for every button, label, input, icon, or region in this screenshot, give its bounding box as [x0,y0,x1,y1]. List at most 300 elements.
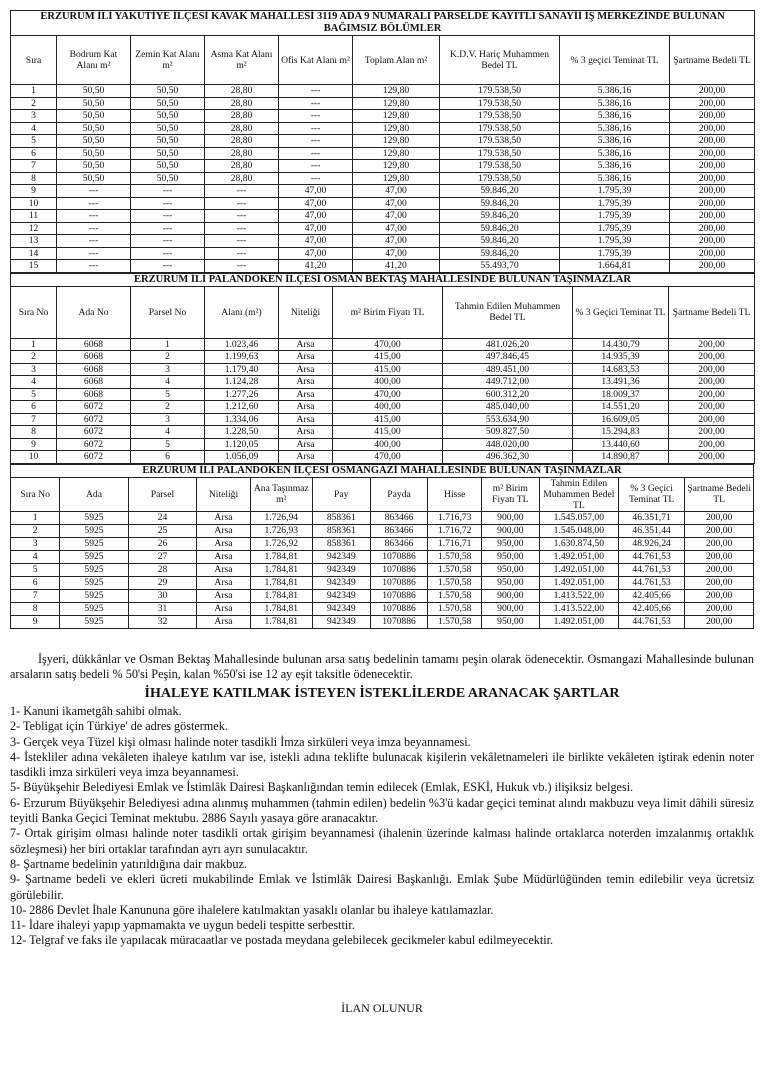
table-cell: 6072 [57,413,131,426]
table-cell: 1.413.522,00 [539,589,618,602]
table-cell: 449.712,00 [443,376,573,389]
table-row [11,210,755,223]
table-cell: 5.386,16 [560,97,670,110]
table-cell: --- [279,122,353,135]
table-cell: 30 [128,589,197,602]
tables-block [10,10,754,629]
table-cell: 415,00 [333,363,443,376]
column-header: Şartname Bedeli TL [685,477,754,511]
table-cell: 485.040,00 [443,401,573,414]
table-cell: 5 [131,438,205,451]
table-cell: 15.294,83 [573,426,669,439]
table-cell: --- [131,235,205,248]
table-cell: 1.716,71 [428,537,482,550]
table-cell: 200,00 [670,85,755,98]
table-cell: --- [279,160,353,173]
table-cell: 200,00 [670,247,755,260]
table-cell: 1070886 [370,563,428,576]
table-row [11,576,754,589]
table-cell: 200,00 [685,550,754,563]
table-cell: 415,00 [333,413,443,426]
table-cell: 47,00 [353,210,440,223]
table-cell: --- [131,247,205,260]
table-cell: 12 [11,222,57,235]
table-cell: 44.761,53 [618,563,684,576]
table-cell: 179.538,50 [440,172,560,185]
table-cell: 489.451,00 [443,363,573,376]
table-cell: 1.492.051,00 [539,576,618,589]
column-header: Hisse [428,477,482,511]
table-cell: Arsa [197,602,251,615]
table-cell: 50,50 [131,172,205,185]
table-cell: 6 [11,576,60,589]
table-cell: --- [57,247,131,260]
table-row [11,160,755,173]
condition-item: 9- Şartname bedeli ve ekleri ücreti mukabilinde Emlak ve İstimlâk Dairesi Başkanlığı. Emlak Şube Müdürlüğünden temin edilebilir veya ücretsiz görülebilir. [10,872,754,902]
table-cell: 942349 [312,602,370,615]
table-cell: 129,80 [353,172,440,185]
table-cell: 3 [131,413,205,426]
table-cell: 1.630.874,50 [539,537,618,550]
table-cell: 13.491,36 [573,376,669,389]
table-cell: 8 [11,602,60,615]
table-cell: 28,80 [205,97,279,110]
table-cell: Arsa [279,413,333,426]
table-cell: 41,20 [279,260,353,273]
column-header: Bodrum Kat Alanı m² [57,36,131,85]
table-cell: 497.846,45 [443,351,573,364]
table-cell: 900,00 [481,602,539,615]
table-cell: 7 [11,589,60,602]
column-header: Tahmin Edilen Muhammen Bedel TL [539,477,618,511]
table-cell: 470,00 [333,338,443,351]
table-cell: 863466 [370,524,428,537]
table-cell: 6068 [57,363,131,376]
table-cell: 1.716,73 [428,511,482,524]
column-header: Ada [60,477,129,511]
column-header: m² Birim Fiyatı TL [481,477,539,511]
table-row [11,438,755,451]
table-cell: 8 [11,426,57,439]
table-cell: 5925 [60,602,129,615]
table-row [11,413,755,426]
announcement-footer: İLAN OLUNUR [341,1001,423,1015]
table-cell: 179.538,50 [440,110,560,123]
table-cell: 4 [11,376,57,389]
column-header: Sıra [11,36,57,85]
table-cell: 200,00 [685,511,754,524]
table-cell: 200,00 [670,197,755,210]
table-cell: Arsa [197,563,251,576]
table-cell: 6068 [57,351,131,364]
table-cell: 600.312,20 [443,388,573,401]
table-cell: 28,80 [205,160,279,173]
table-cell: 200,00 [670,260,755,273]
column-header: % 3 Geçici Teminat TL [618,477,684,511]
table-cell: 5 [11,563,60,576]
table-cell: 200,00 [685,602,754,615]
table-cell: 1070886 [370,589,428,602]
table-cell: Arsa [197,615,251,628]
table-title: ERZURUM İLİ PALANDÖKEN İLÇESİ OSMAN BEKTAŞ MAHALLESİNDE BULUNAN TAŞINMAZLAR [11,273,755,286]
table-cell: 1.784,81 [250,615,312,628]
payment-note: İşyeri, dükkânlar ve Osman Bektaş Mahallesinde bulunan arsa satış bedelinin tamamı peşin olarak ödenecektir. Osmangazi Mahallesinde bulunan arsaların satış bedeli % 50'si Peşin, kalan %50'si ise 12 ay eşit taksitle ödenecektir. [10,652,754,682]
table-cell: 1.492.051,00 [539,563,618,576]
column-header: Niteliği [279,286,333,338]
table-cell: 50,50 [57,97,131,110]
table-cell: 5925 [60,550,129,563]
table-cell: 48.926,24 [618,537,684,550]
table-cell: 1.570,58 [428,550,482,563]
table-cell: 1.124,28 [205,376,279,389]
table-cell: 26 [128,537,197,550]
table-cell: 6072 [57,438,131,451]
table-cell: 47,00 [279,197,353,210]
table-cell: --- [131,222,205,235]
table-cell: 129,80 [353,135,440,148]
table-cell: 6 [11,401,57,414]
table-cell: --- [279,97,353,110]
condition-item: 3- Gerçek veya Tüzel kişi olması halinde noter tasdikli İmza sirküleri veya imza beyannamesi. [10,734,471,749]
table-cell: 6072 [57,451,131,464]
table-cell: 10 [11,451,57,464]
column-header: Niteliği [197,477,251,511]
table-cell: 200,00 [669,351,755,364]
table-cell: 50,50 [57,85,131,98]
table-cell: 28,80 [205,122,279,135]
table-row [11,451,755,464]
table-cell: Arsa [197,537,251,550]
column-header: Şartname Bedeli TL [670,36,755,85]
table-cell: --- [57,197,131,210]
table-cell: 18.009,37 [573,388,669,401]
table-cell: 1.545.048,00 [539,524,618,537]
table-cell: Arsa [197,550,251,563]
table-cell: 1.179,40 [205,363,279,376]
table-cell: 2 [11,351,57,364]
table-cell: 6072 [57,426,131,439]
table-cell: --- [57,235,131,248]
table-row [11,351,755,364]
table-cell: --- [205,247,279,260]
table-cell: 200,00 [670,210,755,223]
condition-item: 2- Tebligat için Türkiye' de adres göstermek. [10,719,228,734]
table-cell: 14 [11,247,57,260]
condition-item: 12- Telgraf ve faks ile yapılacak müracaatlar ve postada meydana gelebilecek gecikmeler kabul edilmeyecektir. [10,933,554,948]
table-cell: 553.634,90 [443,413,573,426]
table-cell: 179.538,50 [440,160,560,173]
table-cell: 1070886 [370,576,428,589]
table-cell: 1.716,72 [428,524,482,537]
table-cell: Arsa [279,438,333,451]
table-cell: 47,00 [353,197,440,210]
table-osmangazi [10,464,754,629]
table-cell: 14.683,53 [573,363,669,376]
table-cell: 200,00 [685,589,754,602]
table-cell: 44.761,53 [618,576,684,589]
table-cell: 24 [128,511,197,524]
column-header: Payda [370,477,428,511]
table-cell: 3 [11,110,57,123]
table-cell: 29 [128,576,197,589]
table-cell: 1 [131,338,205,351]
table-cell: 950,00 [481,576,539,589]
table-cell: 42.405,66 [618,602,684,615]
column-header: Ada No [57,286,131,338]
table-cell: 1070886 [370,550,428,563]
table-cell: 59.846,20 [440,197,560,210]
table-cell: 200,00 [669,338,755,351]
table-cell: 50,50 [57,110,131,123]
table-cell: 200,00 [669,388,755,401]
table-row [11,589,754,602]
table-cell: 200,00 [670,172,755,185]
condition-item: 11- İdare ihaleyi yapıp yapmamakta ve uygun bedeli tespitte serbesttir. [10,918,355,933]
column-header: K.D.V. Hariç Muhammen Bedel TL [440,36,560,85]
table-cell: 7 [11,160,57,173]
column-header: % 3 geçici Teminat TL [560,36,670,85]
column-header: Sıra No [11,477,60,511]
table-cell: 1.492.051,00 [539,615,618,628]
column-header: Asma Kat Alanı m² [205,36,279,85]
table-cell: 2 [131,401,205,414]
table-cell: 47,00 [279,185,353,198]
table-cell: 44.761,53 [618,550,684,563]
table-cell: 28,80 [205,147,279,160]
table-cell: 1.795,39 [560,197,670,210]
table-cell: 858361 [312,524,370,537]
table-cell: --- [205,185,279,198]
table-cell: 13 [11,235,57,248]
table-cell: Arsa [197,576,251,589]
table-cell: 470,00 [333,388,443,401]
table-cell: 47,00 [353,222,440,235]
table-cell: 1.199,63 [205,351,279,364]
table-cell: 4 [11,122,57,135]
table-cell: 200,00 [670,135,755,148]
table-cell: 5.386,16 [560,85,670,98]
table-row [11,197,755,210]
table-cell: 6068 [57,376,131,389]
table-row [11,524,754,537]
table-cell: 200,00 [670,160,755,173]
table-cell: 50,50 [57,122,131,135]
table-cell: 858361 [312,511,370,524]
table-cell: 129,80 [353,85,440,98]
table-cell: 46.351,44 [618,524,684,537]
table-cell: 200,00 [669,413,755,426]
table-cell: 200,00 [669,426,755,439]
table-cell: 1.570,58 [428,589,482,602]
table-cell: 5.386,16 [560,135,670,148]
table-cell: 942349 [312,563,370,576]
column-header: Parsel [128,477,197,511]
table-cell: 6068 [57,338,131,351]
table-cell: 200,00 [669,451,755,464]
column-header: Ofis Kat Alanı m² [279,36,353,85]
table-cell: 1 [11,338,57,351]
table-cell: 2 [11,97,57,110]
table-cell: 900,00 [481,524,539,537]
table-cell: 4 [131,376,205,389]
table-cell: 1.212,60 [205,401,279,414]
table-cell: 5925 [60,511,129,524]
table-cell: 5 [11,135,57,148]
table-cell: 5925 [60,589,129,602]
table-cell: 200,00 [685,524,754,537]
table-cell: 900,00 [481,511,539,524]
table-cell: 59.846,20 [440,235,560,248]
table-cell: 59.846,20 [440,222,560,235]
table-cell: 6072 [57,401,131,414]
table-cell: 5925 [60,576,129,589]
table-cell: --- [279,85,353,98]
table-cell: 47,00 [279,222,353,235]
table-row [11,388,755,401]
table-cell: 50,50 [57,147,131,160]
table-cell: 14.935,39 [573,351,669,364]
table-row [11,147,755,160]
table-cell: --- [279,135,353,148]
table-cell: 950,00 [481,550,539,563]
table-cell: 47,00 [353,247,440,260]
table-cell: 200,00 [685,615,754,628]
column-header: m² Birim Fiyatı TL [333,286,443,338]
table-cell: 5.386,16 [560,110,670,123]
table-row [11,85,755,98]
table-cell: Arsa [279,376,333,389]
table-cell: 59.846,20 [440,210,560,223]
table-cell: 1070886 [370,615,428,628]
table-cell: --- [131,185,205,198]
table-cell: 200,00 [670,110,755,123]
table-cell: 200,00 [670,185,755,198]
table-cell: 1.784,81 [250,550,312,563]
table-cell: 942349 [312,550,370,563]
table-cell: 7 [11,413,57,426]
table-cell: 400,00 [333,376,443,389]
table-cell: 415,00 [333,426,443,439]
table-cell: 509.827,50 [443,426,573,439]
column-header: Sıra No [11,286,57,338]
table-cell: 47,00 [279,235,353,248]
table-cell: 858361 [312,537,370,550]
table-row [11,222,755,235]
table-cell: 11 [11,210,57,223]
table-cell: 44.761,53 [618,615,684,628]
column-header: Pay [312,477,370,511]
table-row [11,260,755,273]
table-cell: 28,80 [205,85,279,98]
table-cell: 1.795,39 [560,247,670,260]
column-header: Parsel No [131,286,205,338]
table-cell: --- [131,210,205,223]
table-row [11,602,754,615]
table-cell: Arsa [197,589,251,602]
table-cell: 179.538,50 [440,135,560,148]
table-cell: 5.386,16 [560,160,670,173]
table-cell: 47,00 [353,185,440,198]
condition-item: 4- İstekliler adına vekâleten ihaleye katılım var ise, istekli adına teklifte bulunacak kişilerin vekâletnameleri ile birlikte vekâleten iştirak edenin noter tasdikli imza sirküleri veya imza beyannamesi. [10,749,754,780]
table-cell: 200,00 [669,363,755,376]
table-cell: 50,50 [131,135,205,148]
table-cell: 2 [11,524,60,537]
table-cell: 129,80 [353,97,440,110]
table-cell: 9 [11,185,57,198]
column-header: Şartname Bedeli TL [669,286,755,338]
table-cell: --- [279,147,353,160]
table-cell: 1.784,81 [250,589,312,602]
table-cell: 6 [131,451,205,464]
table-cell: 1.726,93 [250,524,312,537]
column-header: % 3 Geçici Teminat TL [573,286,669,338]
table-cell: 1.120,05 [205,438,279,451]
table-cell: 3 [11,537,60,550]
table-cell: 47,00 [279,247,353,260]
condition-item: 7- Ortak girişim olması halinde noter tasdikli ortak girişim beyannamesi (ihalenin üzerinde kalması halinde ortaklarca noterden imzalanmış ortaklık sözleşmesi) her biri ortaklar tarafından ayrı ayrı sunulacaktır. [10,826,754,856]
table-cell: 942349 [312,615,370,628]
table-cell: 9 [11,615,60,628]
table-cell: Arsa [279,451,333,464]
table-cell: 863466 [370,537,428,550]
table-cell: 46.351,71 [618,511,684,524]
table-cell: --- [205,222,279,235]
table-cell: --- [131,197,205,210]
table-cell: 1.277,26 [205,388,279,401]
table-cell: 1.664,81 [560,260,670,273]
table-row [11,110,755,123]
table-title: ERZURUM İLİ YAKUTİYE İLÇESİ KAVAK MAHALLESİ 3119 ADA 9 NUMARALI PARSELDE KAYITLI SANAYİİ İŞ MERKEZİNDE BULUNAN BAĞIMSIZ BÖLÜMLER [11,11,755,36]
table-cell: 16.609,05 [573,413,669,426]
table-cell: 47,00 [279,210,353,223]
condition-item: 1- Kanuni ikametgâh sahibi olmak. [10,704,182,718]
table-cell: --- [279,110,353,123]
table-cell: 5.386,16 [560,122,670,135]
table-cell: 15 [11,260,57,273]
table-cell: 4 [131,426,205,439]
table-cell: 50,50 [131,147,205,160]
table-cell: 50,50 [57,135,131,148]
table-cell: 200,00 [685,576,754,589]
table-cell: 5925 [60,615,129,628]
table-cell: 41,20 [353,260,440,273]
table-cell: --- [57,185,131,198]
table-cell: 200,00 [670,222,755,235]
table-cell: Arsa [279,338,333,351]
table-cell: 1.570,58 [428,615,482,628]
table-cell: 179.538,50 [440,122,560,135]
table-row [11,537,754,550]
table-row [11,363,755,376]
table-cell: 1.784,81 [250,576,312,589]
table-cell: 950,00 [481,563,539,576]
table-row [11,401,755,414]
table-cell: Arsa [279,363,333,376]
table-cell: 942349 [312,589,370,602]
table-cell: 9 [11,438,57,451]
table-cell: 129,80 [353,147,440,160]
table-cell: --- [205,197,279,210]
condition-item: 10- 2886 Devlet İhale Kanununa göre ihalelere katılmaktan yasaklı olanlar bu ihaleye katılamazlar. [10,902,494,917]
table-row [11,235,755,248]
table-yakutiye-kavak [10,10,755,273]
table-cell: 59.846,20 [440,247,560,260]
table-cell: --- [279,172,353,185]
column-header: Toplam Alan m² [353,36,440,85]
column-header: Ana Taşınmaz m² [250,477,312,511]
table-cell: 28,80 [205,172,279,185]
table-cell: 14.551,20 [573,401,669,414]
